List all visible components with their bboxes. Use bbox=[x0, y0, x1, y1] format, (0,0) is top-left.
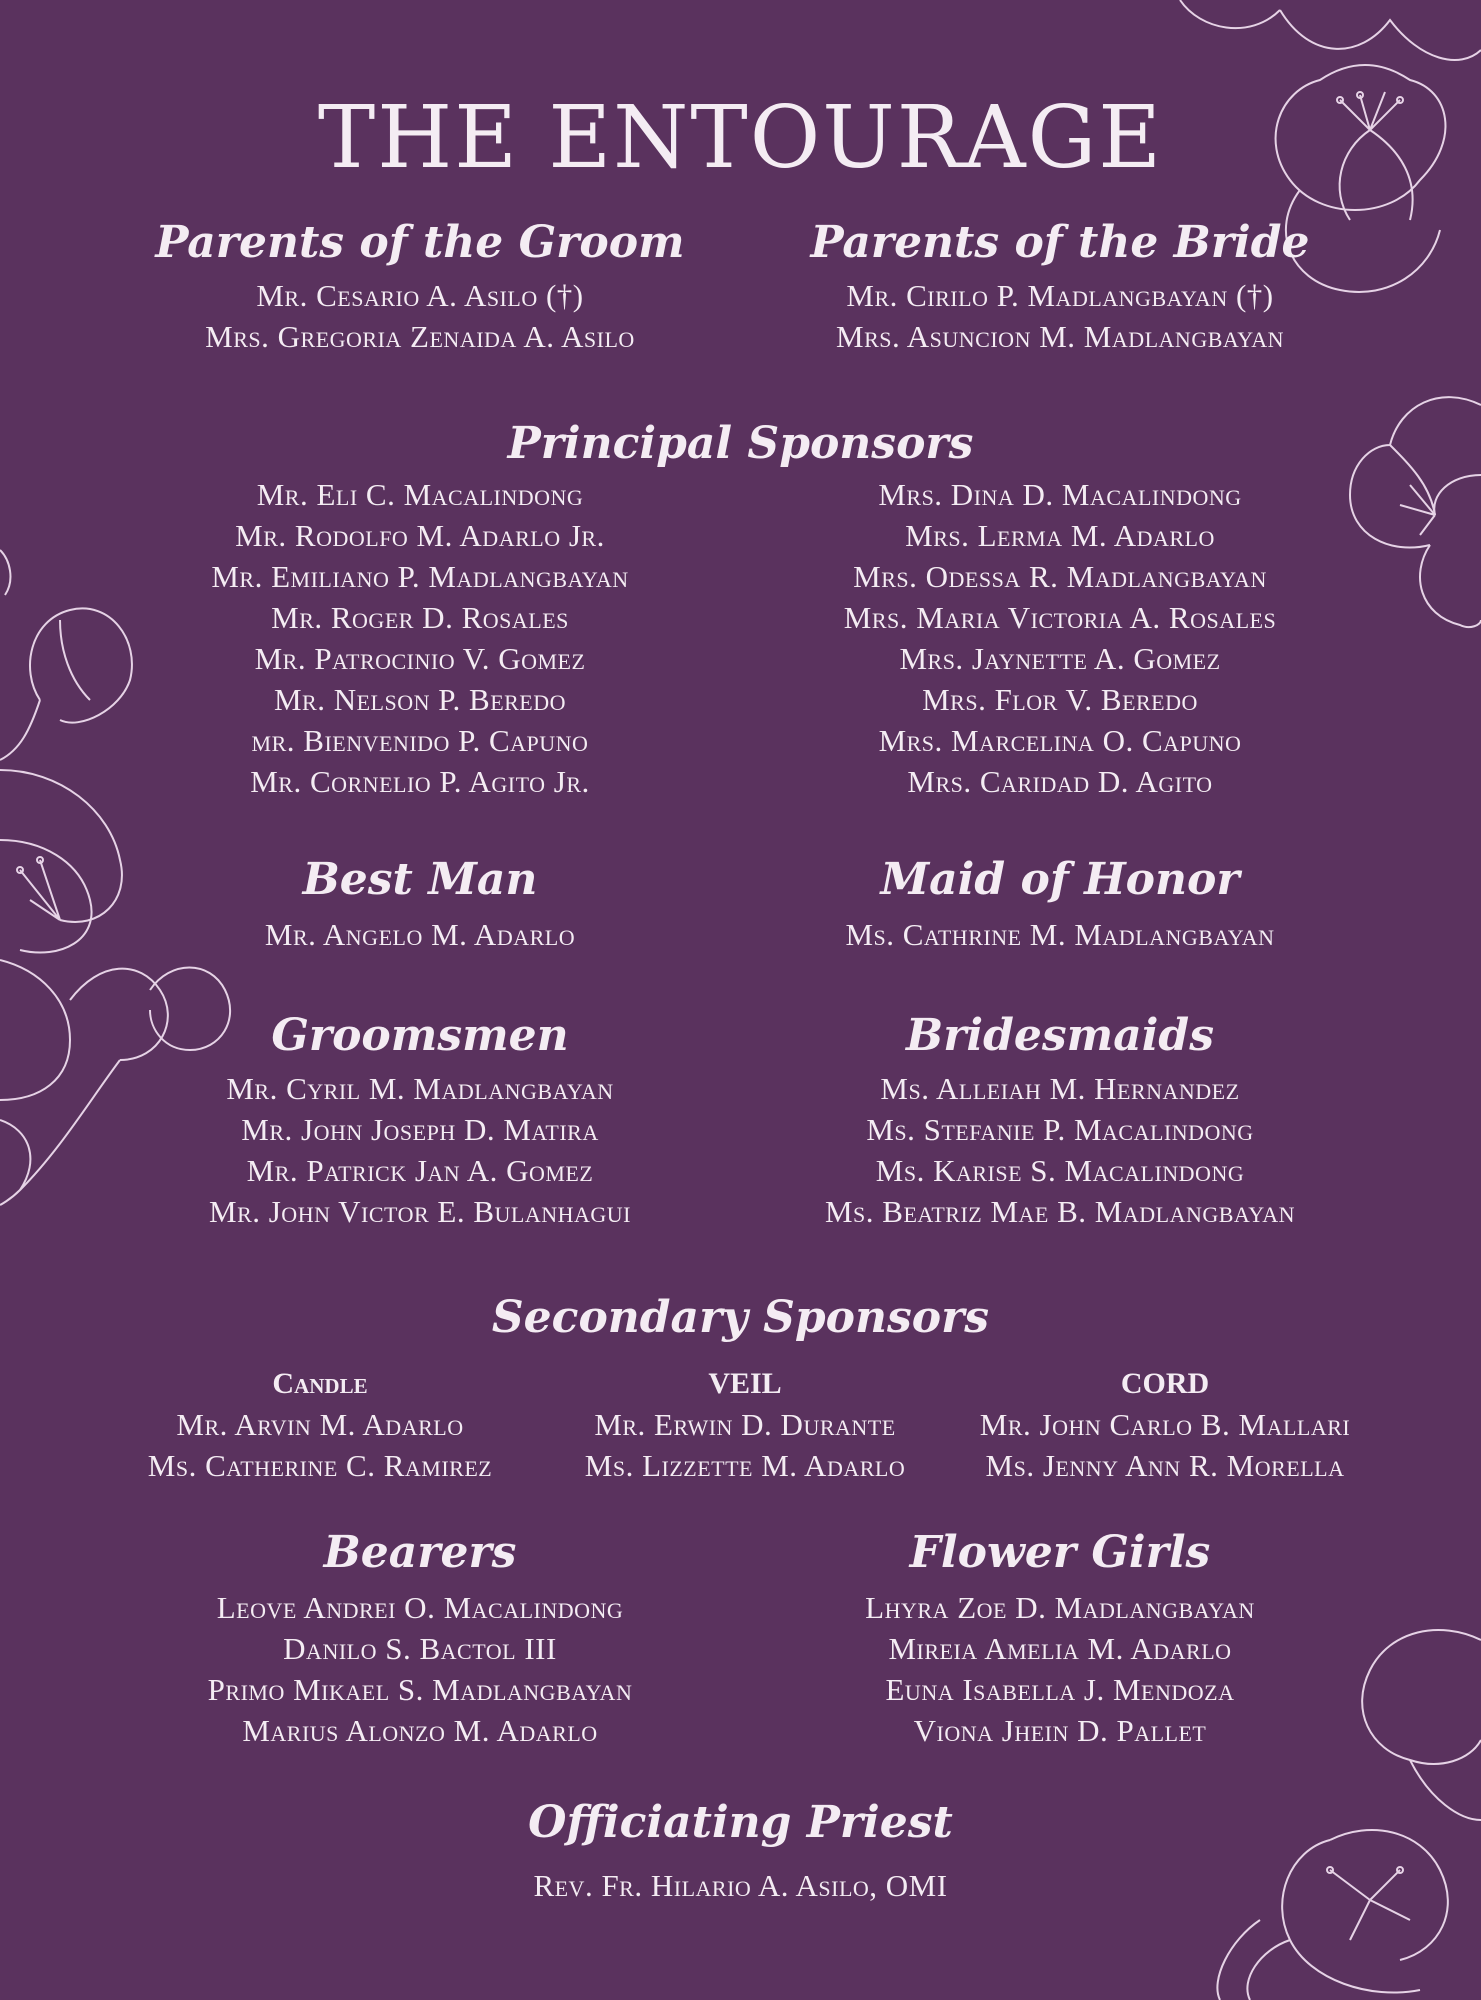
list-item: Ms. Jenny Ann R. Morella bbox=[985, 1448, 1345, 1483]
bridesmaids-section bbox=[750, 1008, 1370, 1232]
principal-sponsors-right-column bbox=[750, 474, 1370, 802]
parents-of-groom-heading: Parents of the Groom bbox=[155, 217, 685, 268]
list-item: Mrs. Caridad D. Agito bbox=[907, 764, 1213, 799]
groomsmen-heading: Groomsmen bbox=[271, 1010, 569, 1061]
list-item: Mrs. Marcelina O. Capuno bbox=[878, 723, 1242, 758]
page-title: THE ENTOURAGE bbox=[317, 88, 1164, 188]
list-item: Marius Alonzo M. Adarlo bbox=[242, 1713, 598, 1748]
list-item: Mr. Nelson P. Beredo bbox=[273, 682, 567, 717]
secondary-sponsors-heading: Secondary Sponsors bbox=[491, 1292, 990, 1343]
list-item: Mr. John Joseph D. Matira bbox=[241, 1112, 599, 1147]
cord-sponsors-section bbox=[955, 1364, 1375, 1486]
maid-of-honor-heading: Maid of Honor bbox=[880, 854, 1240, 905]
list-item: Mr. John Carlo B. Mallari bbox=[979, 1407, 1351, 1442]
principal-sponsors-heading: Principal Sponsors bbox=[507, 418, 974, 469]
list-item: Ms. Cathrine M. Madlangbayan bbox=[845, 917, 1275, 952]
list-item: Ms. Alleiah M. Hernandez bbox=[880, 1071, 1240, 1106]
list-item: Ms. Stefanie P. Macalindong bbox=[866, 1112, 1254, 1147]
list-item: Ms. Beatriz Mae B. Madlangbayan bbox=[824, 1194, 1295, 1229]
parents-of-bride-list bbox=[750, 275, 1370, 357]
candle-sponsors-section bbox=[110, 1364, 530, 1486]
parents-of-groom-section bbox=[110, 215, 730, 357]
list-item: Mr. Patrick Jan A. Gomez bbox=[246, 1153, 594, 1188]
cord-label: CORD bbox=[1120, 1367, 1210, 1400]
list-item: Mrs. Odessa R. Madlangbayan bbox=[853, 559, 1267, 594]
bearers-heading: Bearers bbox=[323, 1527, 517, 1578]
list-item: Mr. Eli C. Macalindong bbox=[256, 477, 584, 512]
list-item: Danilo S. Bactol III bbox=[283, 1631, 557, 1666]
parents-of-bride-section bbox=[750, 215, 1370, 357]
list-item: Ms. Catherine C. Ramirez bbox=[147, 1448, 493, 1483]
list-item: Mr. Rodolfo M. Adarlo Jr. bbox=[235, 518, 605, 553]
list-item: Mr. Cyril M. Madlangbayan bbox=[226, 1071, 614, 1106]
candle-label: Candle bbox=[272, 1367, 368, 1400]
flower-girls-heading: Flower Girls bbox=[909, 1527, 1211, 1578]
list-item: Mr. Cesario A. Asilo (†) bbox=[256, 278, 584, 313]
best-man-heading: Best Man bbox=[302, 854, 538, 905]
bearers-section bbox=[110, 1525, 730, 1751]
officiating-priest-section bbox=[0, 1865, 1481, 1906]
list-item: Mr. John Victor E. Bulanhagui bbox=[209, 1194, 631, 1229]
list-item: Mr. Cornelio P. Agito Jr. bbox=[250, 764, 590, 799]
list-item: Ms. Lizzette M. Adarlo bbox=[584, 1448, 906, 1483]
parents-of-bride-heading: Parents of the Bride bbox=[810, 217, 1310, 268]
list-item: Mrs. Asuncion M. Madlangbayan bbox=[836, 319, 1284, 354]
veil-label: VEIL bbox=[708, 1367, 782, 1400]
list-item: Euna Isabella J. Mendoza bbox=[885, 1672, 1235, 1707]
veil-sponsors-section bbox=[535, 1364, 955, 1486]
officiating-priest-heading: Officiating Priest bbox=[528, 1797, 953, 1848]
flower-girls-section bbox=[750, 1525, 1370, 1751]
list-item: Mireia Amelia M. Adarlo bbox=[888, 1631, 1232, 1666]
list-item: Mrs. Jaynette A. Gomez bbox=[899, 641, 1221, 676]
list-item: Rev. Fr. Hilario A. Asilo, OMI bbox=[533, 1868, 948, 1903]
principal-sponsors-left-column bbox=[110, 474, 730, 802]
list-item: Mrs. Flor V. Beredo bbox=[922, 682, 1198, 717]
list-item: Mr. Cirilo P. Madlangbayan (†) bbox=[846, 278, 1274, 313]
list-item: Mrs. Gregoria Zenaida A. Asilo bbox=[205, 319, 635, 354]
list-item: Mr. Roger D. Rosales bbox=[271, 600, 569, 635]
list-item: mr. Bienvenido P. Capuno bbox=[251, 723, 589, 758]
list-item: Mr. Patrocinio V. Gomez bbox=[254, 641, 586, 676]
list-item: Viona Jhein D. Pallet bbox=[913, 1713, 1207, 1748]
list-item: Ms. Karise S. Macalindong bbox=[875, 1153, 1245, 1188]
list-item: Mrs. Maria Victoria A. Rosales bbox=[843, 600, 1277, 635]
list-item: Mr. Erwin D. Durante bbox=[594, 1407, 896, 1442]
list-item: Mr. Arvin M. Adarlo bbox=[176, 1407, 464, 1442]
list-item: Mrs. Dina D. Macalindong bbox=[878, 477, 1242, 512]
list-item: Primo Mikael S. Madlangbayan bbox=[207, 1672, 633, 1707]
groomsmen-section bbox=[110, 1008, 730, 1232]
list-item: Mrs. Lerma M. Adarlo bbox=[905, 518, 1215, 553]
list-item: Leove Andrei O. Macalindong bbox=[216, 1590, 624, 1625]
list-item: Mr. Emiliano P. Madlangbayan bbox=[211, 559, 629, 594]
bridesmaids-heading: Bridesmaids bbox=[906, 1010, 1214, 1061]
maid-of-honor-section bbox=[750, 852, 1370, 955]
parents-of-groom-list bbox=[110, 275, 730, 357]
list-item: Mr. Angelo M. Adarlo bbox=[264, 917, 576, 952]
list-item: Lhyra Zoe D. Madlangbayan bbox=[865, 1590, 1255, 1625]
best-man-section bbox=[110, 852, 730, 955]
